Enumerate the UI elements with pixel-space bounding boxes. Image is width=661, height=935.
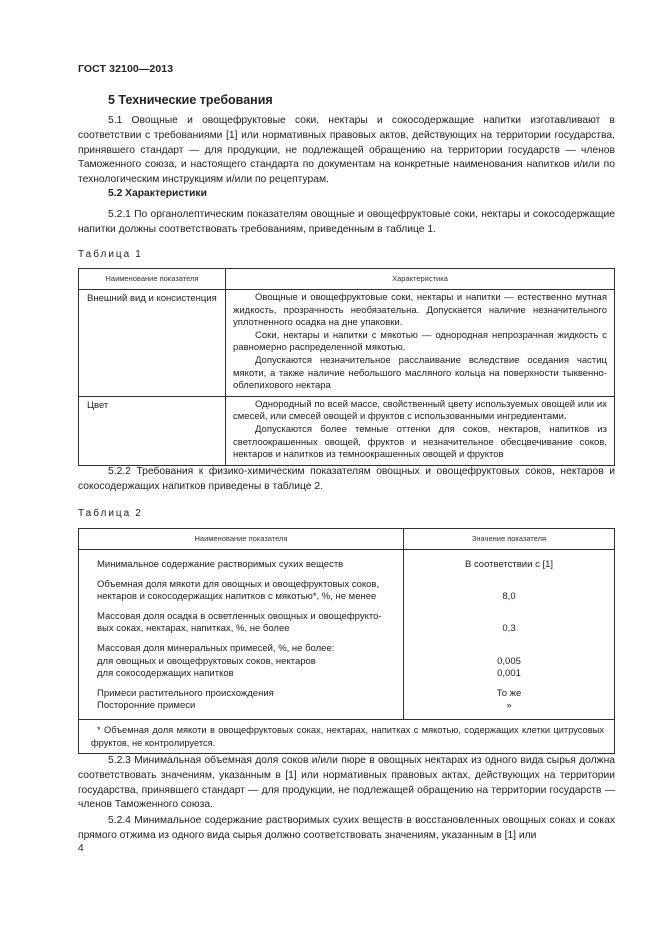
table-2 [78, 528, 615, 754]
table2-row1-value1: В соответствии с [1] [464, 559, 554, 570]
table2-row3-line1: Массовая доля осадка в осветленных овощных и овощефрукто- [97, 610, 382, 622]
table2-row2-value [404, 576, 615, 608]
table2-row4-name [79, 640, 404, 685]
table2-caption-label: Таблица [78, 508, 132, 519]
table2-row5-line2: Посторонние примеси [97, 700, 196, 712]
page-number: 4 [78, 843, 84, 854]
table2-row4-line2: для овощных и овощефруктовых соков, нектаров [97, 655, 316, 667]
table2-footnote [79, 719, 615, 753]
table1-caption-number: 1 [135, 249, 141, 260]
paragraph-5-2-3 [78, 754, 615, 813]
paragraph-5-2-2-text: 5.2.2 Требования к физико-химическим показателям овощных и овощефруктовых соков, нектаров и сокосодержащих напитков приведены в таблице 2. [78, 466, 615, 492]
table1-row1-desc [226, 290, 615, 397]
table-row [79, 556, 615, 576]
table2-header-row [79, 529, 615, 550]
table2-row4-value1: 0,005 [497, 655, 521, 667]
table2-row3-name [79, 608, 404, 640]
table2-row3-line2: вых соках, нектарах, напитках, %, не более [97, 623, 290, 635]
table2-row2-line2: нектаров и сокосодержащих напитков с мякотью*, %, не менее [97, 591, 377, 603]
table2-header-name: Наименование показателя [79, 529, 404, 550]
table2-footnote-text: * Объемная доля мякоти в овощефруктовых соках, нектарах, напитках с мякотью, содержащих клетки цитрусовых фруктов, не контролируется. [91, 724, 604, 748]
paragraph-5-2-1 [78, 208, 615, 238]
table1-header-name: Наименование показателя [79, 269, 226, 290]
paragraph-5-2-4 [78, 814, 615, 844]
table2-row1-name [79, 556, 404, 576]
table2-row5-value1: То же [496, 687, 522, 699]
table1-row2-desc [226, 396, 615, 465]
paragraph-5-1 [78, 114, 615, 188]
table-1 [78, 268, 615, 466]
table2-row2-line1: Объемная доля мякоти для овощных и овощефруктовых соков, [97, 578, 380, 590]
section-title: 5 Технические требования [108, 93, 273, 107]
table1-header-row [79, 269, 615, 290]
table2-row3-value1: 0,3 [502, 623, 516, 635]
table2-row4-line3: для сокосодержащих напитков [97, 668, 234, 680]
table2-header-value: Значение показателя [404, 529, 615, 550]
table1-header-desc: Характеристика [226, 269, 615, 290]
table-row [79, 576, 615, 608]
table1-row2-desc-p1: Однородный по всей массе, свойственный цвету используемых овощей или их смесей, или смесей овощей и фруктов с использованными ингредиентами. [233, 398, 607, 423]
paragraph-5-2-2 [78, 465, 615, 495]
table2-row5-value2: » [506, 700, 512, 712]
table-row [79, 290, 615, 397]
table2-row4-value [404, 640, 615, 685]
table2-row5-name [79, 685, 404, 720]
table1-caption [78, 249, 141, 260]
paragraph-5-2-1-text: 5.2.1 По органолептическим показателям овощные и овощефруктовые соки, нектары и сокосодержащие напитки должны соответствовать требованиям, приведенным в таблице 1. [78, 209, 615, 235]
table2-row5-value [404, 685, 615, 720]
table-row [79, 685, 615, 720]
table2-row5-line1: Примеси растительного происхождения [97, 687, 274, 699]
standard-header: ГОСТ 32100—2013 [78, 63, 174, 75]
table2-row2-name [79, 576, 404, 608]
table-row [79, 608, 615, 640]
table2-row2-value1: 8,0 [502, 591, 516, 603]
subsection-title: 5.2 Характеристики [108, 188, 207, 199]
paragraph-5-1-text: 5.1 Овощные и овощефруктовые соки, нектары и сокосодержащие напитки изготавливают в соответствии с требованиями [1] или нормативных правовых актов, действующих на территории государства, принявшего стандарт — для продукции, не подлежащей обращению на территории государств — членов Таможенного союза, и настоящего стандарта по документам на конкретные наименования напитков и/или по технологическим инструкциям и/или по рецептурам. [78, 115, 615, 186]
table2-row3-value [404, 608, 615, 640]
table-row [79, 396, 615, 465]
table1-row1-desc-p1: Овощные и овощефруктовые соки, нектары и напитки — естественно мутная жидкость, прозрачность необязательна. Допускается наличие незначительного уплотненного осадка на дне упаковки. [233, 292, 607, 329]
table1-row1-name: Внешний вид и консистенция [79, 290, 226, 397]
table1-row2-name: Цвет [79, 396, 226, 465]
table2-row4-value2: 0,001 [497, 668, 521, 680]
table2-row4-line1: Массовая доля минеральных примесей, %, не более: [97, 642, 335, 654]
paragraph-5-2-4-text: 5.2.4 Минимальное содержание растворимых сухих веществ в восстановленных овощных соках и соках прямого отжима из одного вида сырья должно соответствовать значениям, указанным в [1] или [78, 815, 615, 841]
table2-row1-value [404, 556, 615, 576]
table2-row1-line1: Минимальное содержание растворимых сухих веществ [97, 559, 344, 570]
paragraph-5-2-3-text: 5.2.3 Минимальная объемная доля соков и/или пюре в овощных нектарах из одного вида сырья должна соответствовать значениям, указанным в [1] или нормативных правовых актах, действующих на территории государства, принявшего стандарт — для продукции, не подлежащей обращению на территории государств — членов Таможенного союза. [78, 755, 615, 811]
table1-row1-desc-p2: Соки, нектары и напитки с мякотью — однородная непрозрачная жидкость с равномерно распределенной мякотью. [233, 329, 607, 354]
table2-footnote-row [79, 719, 615, 753]
table1-caption-label: Таблица [78, 249, 132, 260]
table1-row2-desc-p2: Допускаются более темные оттенки для соков, нектаров, напитков из светлоокрашенных овощей, фруктов и незначительное обесцвечивание соков, нектаров и напитков из темноокрашенных овощей и фруктов [233, 423, 607, 461]
table2-caption [78, 508, 141, 519]
table1-row1-desc-p3: Допускаются незначительное расслаивание вследствие оседания частиц мякоти, а также наличие небольшого масляного кольца на поверхности тыквенно-облепихового нектара [233, 354, 607, 392]
table-row [79, 640, 615, 685]
table2-caption-number: 2 [135, 508, 141, 519]
